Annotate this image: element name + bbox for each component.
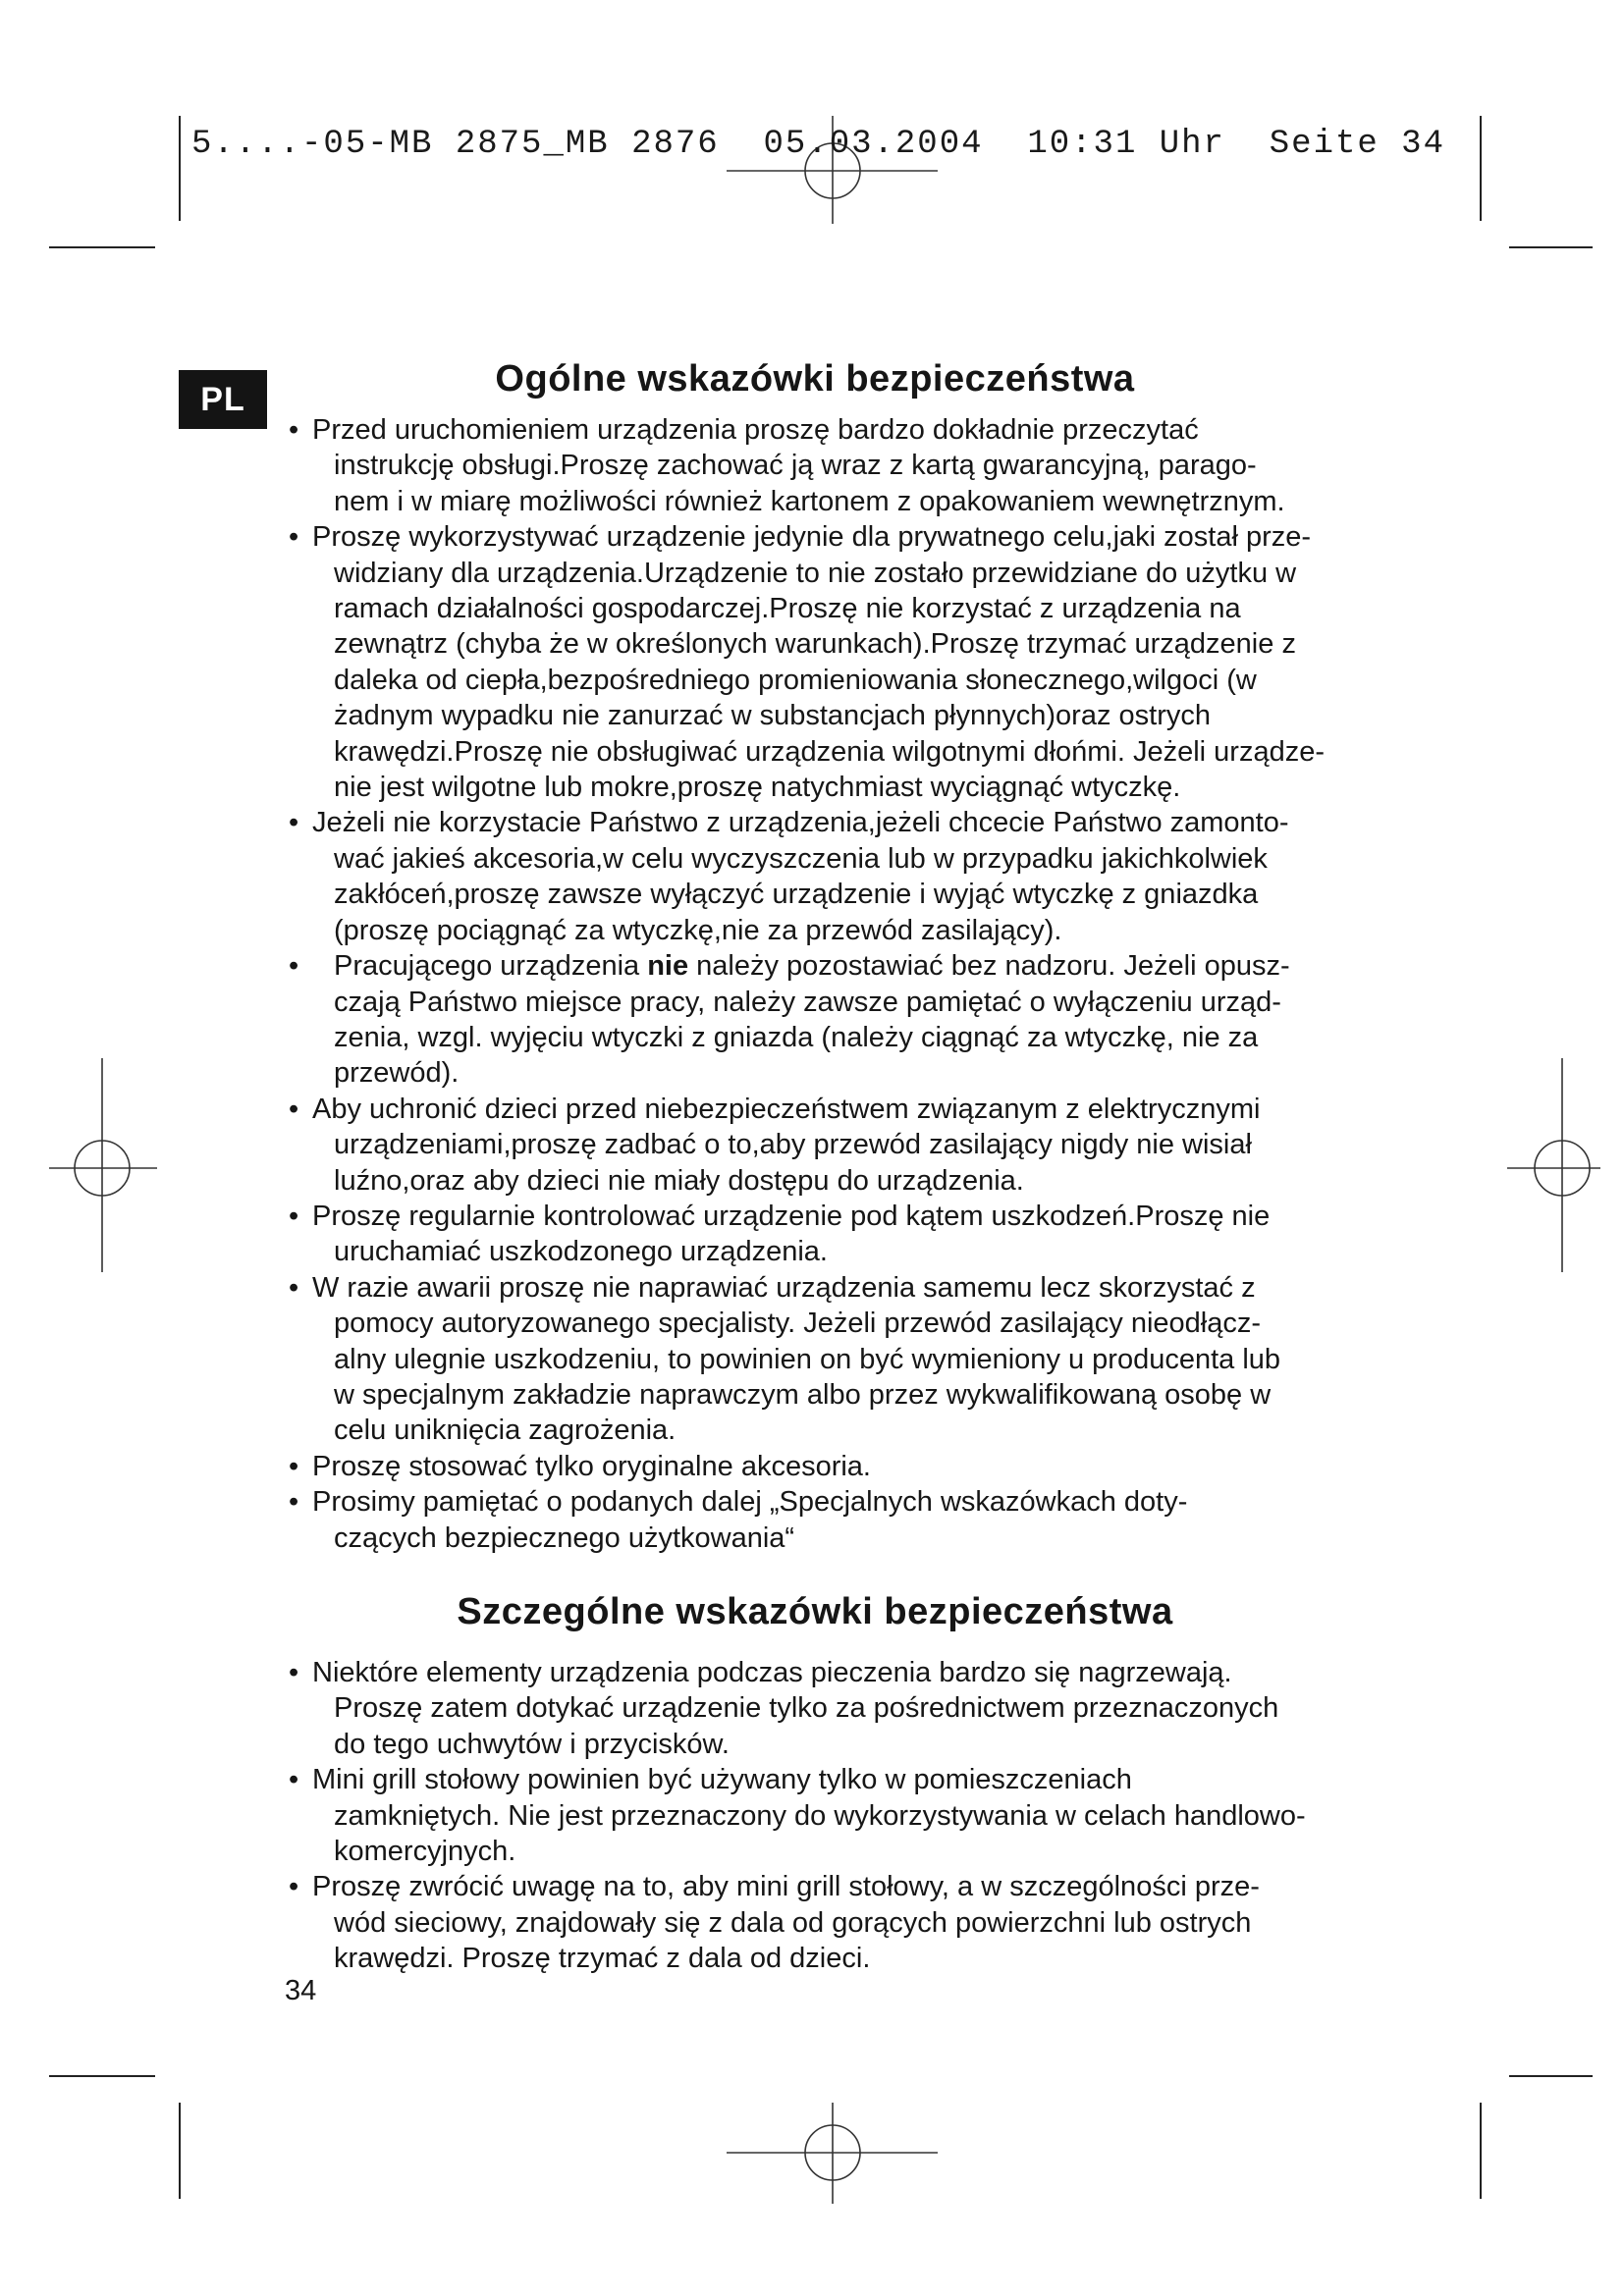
- list-item-line: luźno,oraz aby dzieci nie miały dostępu do urządzenia.: [334, 1164, 1024, 1197]
- registration-mark-right: [1507, 1058, 1600, 1272]
- bullet-icon: •: [289, 1450, 299, 1482]
- bullet-icon: •: [289, 1200, 299, 1232]
- list-item-line: w specjalnym zakładzie naprawczym albo przez wykwalifikowaną osobę w: [334, 1378, 1272, 1411]
- list-item-line: uruchamiać uszkodzonego urządzenia.: [334, 1236, 828, 1268]
- bullet-icon: •: [289, 1093, 299, 1125]
- bullet-icon: •: [289, 1657, 299, 1688]
- special-safety-list: [285, 1655, 1384, 1977]
- list-item-line: wać jakieś akcesoria,w celu wyczyszczenia lub w przypadku jakichkolwiek: [334, 842, 1268, 875]
- bullet-icon: •: [289, 1486, 299, 1519]
- list-item-line: urządzeniami,proszę zadbać o to,aby przewód zasilający nigdy nie wisiał: [334, 1129, 1252, 1161]
- list-item-line: komercyjnych.: [334, 1836, 516, 1868]
- list-item: [285, 1449, 1384, 1484]
- bullet-icon: •: [289, 521, 299, 554]
- section-title-special: Szczególne wskazówki bezpieczeństwa: [457, 1591, 1173, 1632]
- list-item-line: Proszę regularnie kontrolować urządzenie pod kątem uszkodzeń.Proszę nie: [312, 1200, 1271, 1232]
- list-item-line: Prosimy pamiętać o podanych dalej „Specjalnych wskazówkach doty-: [312, 1486, 1188, 1519]
- list-item: [285, 412, 1384, 519]
- bullet-icon: •: [289, 1764, 299, 1796]
- list-item-line: ramach działalności gospodarczej.Proszę nie korzystać z urządzenia na: [334, 593, 1241, 625]
- page-content: [285, 358, 1384, 1977]
- list-item-line: wód sieciowy, znajdowały się z dala od gorących powierzchni lub ostrych: [334, 1906, 1252, 1939]
- list-item-line: nem i w miarę możliwości również kartonem z opakowaniem wewnętrznym.: [334, 485, 1285, 517]
- list-item: [285, 519, 1384, 805]
- list-item-line: przewód).: [334, 1057, 460, 1090]
- list-item-line: alny ulegnie uszkodzeniu, to powinien on być wymieniony u producenta lub: [334, 1343, 1281, 1375]
- list-item-line: instrukcję obsługi.Proszę zachować ją wraz z kartą gwarancyjną, parago-: [334, 450, 1257, 482]
- list-item-line: żadnym wypadku nie zanurzać w substancjach płynnych)oraz ostrych: [334, 700, 1211, 732]
- bullet-icon: •: [289, 1871, 299, 1903]
- list-item: [285, 1092, 1384, 1199]
- list-item-line: zenia, wzgl. wyjęciu wtyczki z gniazda (należy ciągnąć za wtyczkę, nie za: [334, 1021, 1259, 1053]
- list-item-line: Jeżeli nie korzystacie Państwo z urządzenia,jeżeli chcecie Państwo zamonto-: [312, 807, 1289, 839]
- list-item-line: nie jest wilgotne lub mokre,proszę natychmiast wyciągnąć wtyczkę.: [334, 772, 1181, 804]
- list-item-line: zamkniętych. Nie jest przeznaczony do wykorzystywania w celach handlowo-: [334, 1799, 1306, 1832]
- list-item-line: Proszę zwrócić uwagę na to, aby mini grill stołowy, a w szczególności prze-: [312, 1871, 1260, 1903]
- list-item-line: Proszę zatem dotykać urządzenie tylko za pośrednictwem przeznaczonych: [334, 1692, 1279, 1725]
- bullet-icon: •: [289, 807, 299, 839]
- list-item-line: Niektóre elementy urządzenia podczas pieczenia bardzo się nagrzewają.: [312, 1657, 1232, 1688]
- list-item-line: krawędzi.Proszę nie obsługiwać urządzenia wilgotnymi dłońmi. Jeżeli urządze-: [334, 735, 1326, 768]
- list-item-line: W razie awarii proszę nie naprawiać urządzenia samemu lecz skorzystać z: [312, 1271, 1256, 1304]
- list-item-line: Mini grill stołowy powinien być używany tylko w pomieszczeniach: [312, 1764, 1132, 1796]
- list-item-line: krawędzi. Proszę trzymać z dala od dzieci.: [334, 1943, 871, 1975]
- list-item: [285, 1270, 1384, 1449]
- language-tab: PL: [179, 370, 267, 429]
- list-item-line: czących bezpiecznego użytkowania“: [334, 1522, 795, 1554]
- list-item-line: Pracującego urządzenia nie należy pozostawiać bez nadzoru. Jeżeli opusz-: [334, 950, 1290, 983]
- list-item: [285, 1869, 1384, 1976]
- list-item-line: do tego uchwytów i przycisków.: [334, 1728, 730, 1760]
- list-item-line: widziany dla urządzenia.Urządzenie to nie zostało przewidziane do użytku w: [334, 557, 1297, 589]
- section-title-general: Ogólne wskazówki bezpieczeństwa: [495, 358, 1135, 400]
- list-item: [285, 1484, 1384, 1556]
- list-item-line: Proszę stosować tylko oryginalne akcesoria.: [312, 1450, 871, 1482]
- registration-mark-left: [49, 1058, 157, 1272]
- list-item-line: zewnątrz (chyba że w określonych warunkach).Proszę trzymać urządzenie z: [334, 628, 1296, 661]
- list-item-line: Aby uchronić dzieci przed niebezpieczeństwem związanym z elektrycznymi: [312, 1093, 1261, 1125]
- bullet-icon: •: [289, 414, 299, 446]
- bullet-icon: •: [289, 1271, 299, 1304]
- list-item-line: czają Państwo miejsce pracy, należy zawsze pamiętać o wyłączeniu urząd-: [334, 986, 1281, 1018]
- list-item-line: Proszę wykorzystywać urządzenie jedynie dla prywatnego celu,jaki został prze-: [312, 521, 1312, 554]
- list-item: [285, 805, 1384, 948]
- list-item: [285, 1655, 1384, 1762]
- list-item-line: celu uniknięcia zagrożenia.: [334, 1415, 677, 1447]
- list-item: [285, 1762, 1384, 1869]
- general-safety-list: [285, 412, 1384, 1556]
- page-number: 34: [285, 1975, 317, 2006]
- list-item: [285, 948, 1384, 1092]
- registration-mark-bottom: [727, 2103, 938, 2204]
- list-item-line: (proszę pociągnąć za wtyczkę,nie za przewód zasilający).: [334, 914, 1062, 946]
- list-item-line: pomocy autoryzowanego specjalisty. Jeżeli przewód zasilający nieodłącz-: [334, 1308, 1262, 1340]
- list-item-line: zakłóceń,proszę zawsze wyłączyć urządzenie i wyjąć wtyczkę z gniazdka: [334, 879, 1259, 911]
- list-item-line: Przed uruchomieniem urządzenia proszę bardzo dokładnie przeczytać: [312, 414, 1199, 446]
- print-header: 5....-05-MB 2875_MB 2876 05.03.2004 10:31 Uhr Seite 34: [191, 126, 1445, 163]
- bullet-icon: •: [289, 950, 299, 983]
- list-item: [285, 1199, 1384, 1270]
- list-item-line: daleka od ciepła,bezpośredniego promieniowania słonecznego,wilgoci (w: [334, 664, 1257, 696]
